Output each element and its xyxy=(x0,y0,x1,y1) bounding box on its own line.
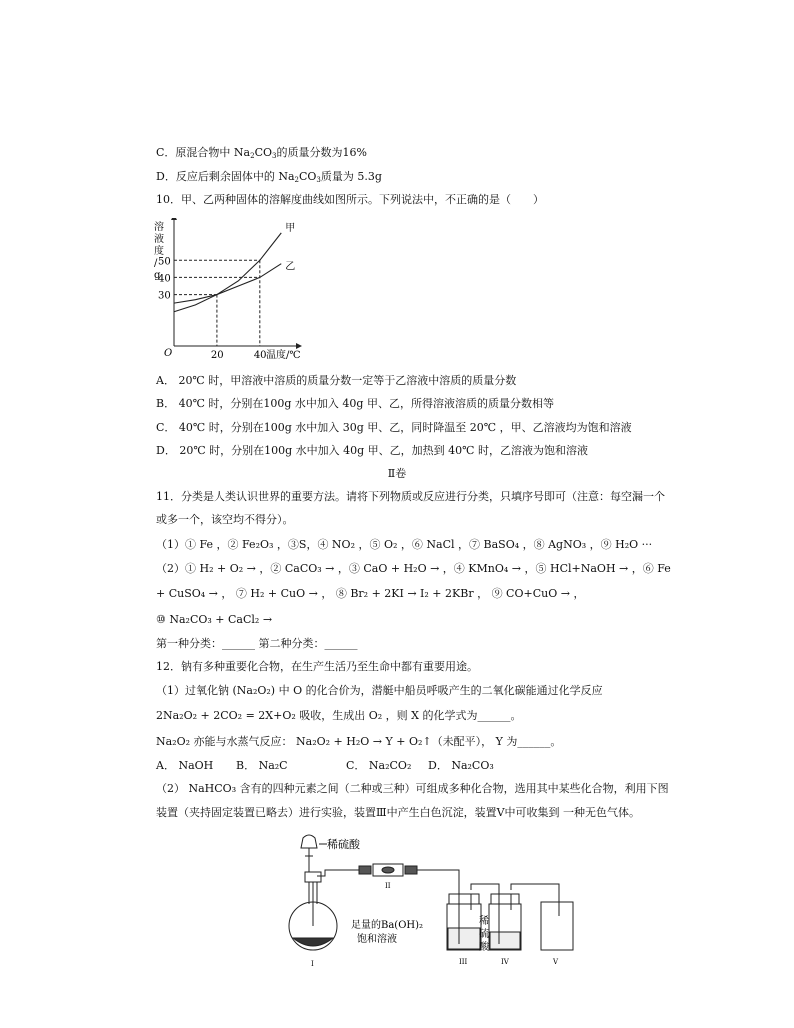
y-axis-arrow xyxy=(171,218,177,220)
series-line-yi xyxy=(174,264,281,303)
y-axis-label-char: 溶 xyxy=(154,222,164,233)
y-axis-label-char: / xyxy=(154,258,158,269)
q10-option-a: A． 20℃ 时，甲溶液中溶质的质量分数一定等于乙溶液中溶质的质量分数 xyxy=(156,374,517,387)
q12-option-d: D． Na₂CO₃ xyxy=(428,759,494,772)
q9-option-d: D．反应后剩余固体中的 $Na_2CO_3$质量为 5.3g xyxy=(156,170,382,184)
y-tick-label: 50 xyxy=(158,256,171,268)
solubility-chart xyxy=(152,218,312,368)
x-axis-label: 温度/℃ xyxy=(266,350,301,361)
q10-option-b: B． 40℃ 时，分别在100g 水中加入 40g 甲、乙，所得溶液溶质的质量分数相等 xyxy=(156,397,554,410)
acid2-label-1: 稀 xyxy=(479,916,489,927)
q11-part2-line3: ⑩ Na₂CO₃ + CaCl₂ → xyxy=(156,613,273,626)
label-ii: II xyxy=(385,882,391,890)
section-title: Ⅱ卷 xyxy=(387,467,407,480)
q10-option-c: C． 40℃ 时，分别在100g 水中加入 30g 甲、乙，同时降温至 20℃ ，甲、乙溶液均为饱和溶液 xyxy=(156,421,632,434)
origin-label: O xyxy=(164,348,173,359)
q12-option-c: C． Na₂CO₂ xyxy=(346,759,412,772)
flask-liquid xyxy=(293,938,333,946)
q9-option-c: C．原混合物中 $Na_2CO_3$的质量分数为16% xyxy=(156,146,367,160)
acid2-label-2: 硫 xyxy=(479,929,489,940)
bottle-v xyxy=(541,902,573,950)
apparatus-diagram xyxy=(285,826,585,976)
label-v: V xyxy=(553,958,559,966)
y-axis-label-char: 度 xyxy=(154,246,164,257)
baoh-label-1: 足量的Ba(OH)₂ xyxy=(351,920,424,931)
bottle-iii-stopper xyxy=(449,894,479,904)
acid2-label-3: 酸 xyxy=(479,942,489,953)
q11-stem-line1: 11．分类是人类认识世界的重要方法。请将下列物质或反应进行分类，只填序号即可（注意：每空漏一个 xyxy=(156,490,665,503)
y-axis-label-char: g xyxy=(154,270,161,281)
y-tick-label: 30 xyxy=(158,290,171,302)
series-line-jia xyxy=(174,233,281,312)
x-tick-label: 40 xyxy=(253,350,267,361)
baoh-label-2: 饱和溶液 xyxy=(357,934,397,945)
funnel-bulb xyxy=(301,835,317,848)
bottle-iv-stopper xyxy=(491,894,519,904)
q10-option-d: D． 20℃ 时，分别在100g 水中加入 40g 甲、乙，加热到 40℃ 时，乙溶液为饱和溶液 xyxy=(156,444,588,457)
label-iii: III xyxy=(459,958,468,966)
q11-part1: （1）① Fe ，② Fe₂O₃ ，③S，④ NO₂ ，⑤ O₂ ，⑥ NaCl ，⑦ BaSO₄ ，⑧ AgNO₃ ，⑨ H₂O ··· xyxy=(156,538,653,551)
q12-part2-line1: （2） NaHCO₃ 含有的四种元素之间（二种或三种）可组成多种化合物，选用其中某些化合物，利用下图 xyxy=(156,782,669,795)
flask-stopper xyxy=(305,872,321,882)
series-label: 甲 xyxy=(285,222,296,234)
series-label: 乙 xyxy=(285,261,296,273)
q12-part1-line1: （1）过氧化钠 (Na₂O₂) 中 O 的化合价为，潜艇中船员呼吸产生的二氧化碳能通过化学反应 xyxy=(156,684,603,697)
acid-label: 稀硫酸 xyxy=(327,838,360,851)
label-i: I xyxy=(311,960,314,968)
q12-option-a: A． NaOH xyxy=(156,759,214,772)
q12-stem: 12．钠有多种重要化合物，在生产生活乃至生命中都有重要用途。 xyxy=(156,660,478,673)
q12-option-b: B． Na₂C xyxy=(236,759,288,772)
y-axis-label-char: 液 xyxy=(154,234,164,245)
x-axis-arrow xyxy=(296,343,302,349)
q11-part2-line1: （2）① H₂ + O₂ → ，② CaCO₃ → ，③ CaO + H₂O → ，④ KMnO₄ → ，⑤ HCl+NaOH → ，⑥ Fe xyxy=(156,562,671,575)
q11-stem-line2: 或多一个，该空均不得分）。 xyxy=(156,513,294,526)
q11-blanks: 第一种分类：______ 第二种分类：______ xyxy=(156,637,358,650)
q12-part2-line2: 装置（夹持固定装置已略去）进行实验，装置Ⅲ中产生白色沉淀，装置Ⅴ中可收集到 一种无色气体。 xyxy=(156,806,641,819)
q12-part1-line3: Na₂O₂ 亦能与水蒸气反应： Na₂O₂ + H₂O → Y + O₂↑（未配平）， Y 为______。 xyxy=(156,735,562,748)
label-iv: IV xyxy=(501,958,509,966)
q10-stem: 10．甲、乙两种固体的溶解度曲线如图所示。下列说法中，不正确的是（ ） xyxy=(156,193,544,206)
y-tick-label: 40 xyxy=(158,273,171,285)
q12-part1-equation: 2Na₂O₂ + 2CO₂ = 2X+O₂ 吸收，生成出 O₂ ，则 X 的化学式为______。 xyxy=(156,709,522,722)
x-tick-label: 20 xyxy=(210,350,224,361)
q11-part2-line2: + CuSO₄ → ， ⑦ H₂ + CuO → ， ⑧ Br₂ + 2KI → I₂ + 2KBr ， ⑨ CO+CuO → ， xyxy=(156,587,585,600)
